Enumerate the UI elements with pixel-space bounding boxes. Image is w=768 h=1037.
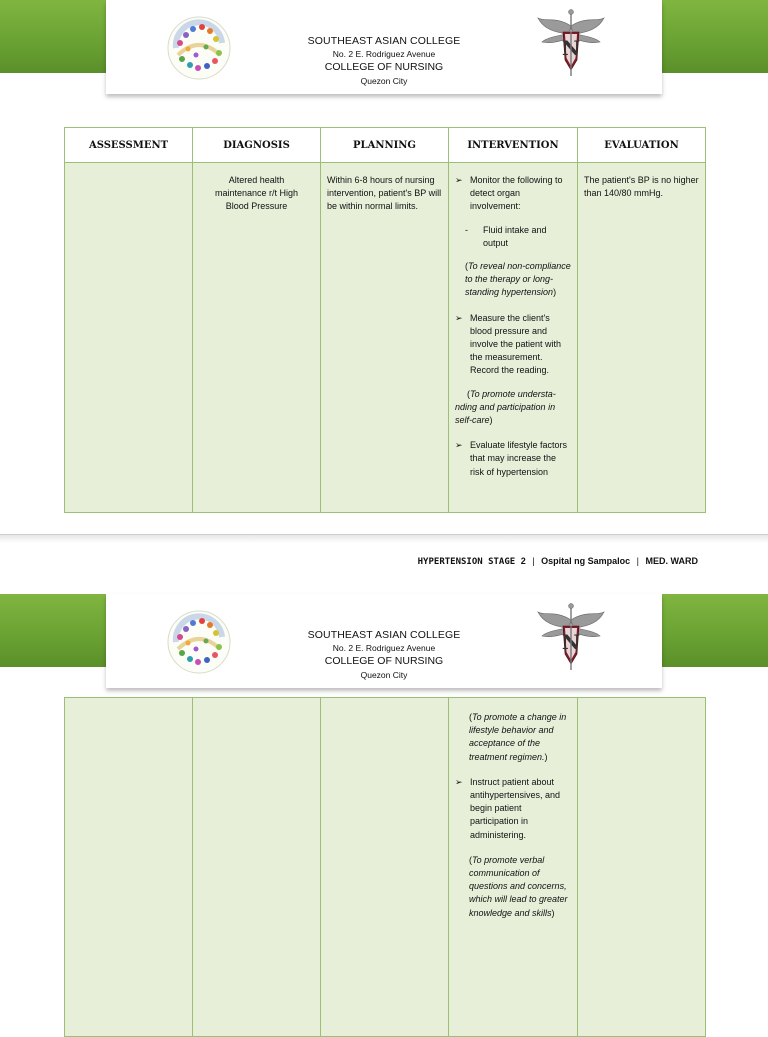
intervention-cell (449, 163, 578, 513)
green-band-right (662, 594, 768, 667)
planning-cell (321, 698, 449, 1037)
assessment-cell (65, 163, 193, 513)
col-planning: PLANNING (321, 128, 449, 163)
svg-text:N: N (561, 36, 581, 60)
planning-text: Within 6-8 hours of nursing intervention, patient's BP will be within normal limits. (327, 175, 442, 212)
intervention-rationale-1: (To reveal non-compliance to the therapy or long-standing hypertension) (465, 261, 571, 298)
table-row (65, 163, 706, 513)
diagnosis-text: Altered health maintenance r/t High Blood Pressure (214, 175, 299, 212)
school-name: SOUTHEAST ASIAN COLLEGE (307, 35, 461, 47)
footer-hospital: Ospital ng Sampaloc (541, 556, 631, 566)
footer-separator: | (636, 556, 639, 566)
green-band-left (0, 594, 106, 667)
school-city: Quezon City (360, 76, 408, 86)
school-address: No. 2 E. Rodriguez Avenue (332, 643, 436, 653)
evaluation-cell (578, 698, 706, 1037)
school-address: No. 2 E. Rodriguez Avenue (332, 49, 436, 59)
footer-separator: | (532, 556, 535, 566)
nursing-caduceus-icon (536, 8, 606, 80)
college-name: COLLEGE OF NURSING (324, 655, 444, 667)
diagnosis-cell (193, 163, 321, 513)
intervention-cell (449, 698, 578, 1037)
intervention-subitem: - Fluid intake and output (455, 224, 572, 250)
school-name: SOUTHEAST ASIAN COLLEGE (307, 629, 461, 641)
col-intervention: INTERVENTION (449, 128, 578, 163)
intervention-bullet-3: ➢ Evaluate lifestyle factors that may increase the risk of hypertension (455, 439, 572, 479)
col-diagnosis: DIAGNOSIS (193, 128, 321, 163)
footer-ward: MED. WARD (645, 556, 698, 566)
school-city: Quezon City (360, 670, 408, 680)
intervention-bullet-4: ➢ Instruct patient about antihypertensives, and begin patient participation in administering. (455, 776, 572, 842)
col-assessment: ASSESSMENT (65, 128, 193, 163)
nursing-care-plan-table (64, 127, 706, 513)
svg-text:N: N (561, 630, 581, 654)
evaluation-cell (578, 163, 706, 513)
intervention-rationale-4: (To promote verbal communication of questions and concerns, which will lead to greater knowledge and skills) (469, 854, 568, 918)
table-row (65, 698, 706, 1037)
letterhead (106, 0, 662, 94)
college-name: COLLEGE OF NURSING (324, 61, 444, 73)
page-break-shadow (0, 535, 768, 543)
green-band-left (0, 0, 106, 73)
diagnosis-cell (193, 698, 321, 1037)
intervention-rationale-3: (To promote a change in lifestyle behavior and acceptance of the treatment regimen.) (469, 712, 567, 762)
intervention-rationale-2: (To promote understa-nding and participation in self-care) (455, 388, 556, 426)
green-band-right (662, 0, 768, 73)
footer-topic: HYPERTENSION STAGE (417, 557, 516, 567)
letterhead (106, 594, 662, 688)
footer-page-number: 2 (520, 556, 526, 566)
intervention-bullet-2: ➢ Measure the client's blood pressure and involve the patient with the measurement. Record the reading. (455, 312, 572, 378)
page-footer (418, 556, 698, 567)
intervention-bullet-1: ➢ Monitor the following to detect organ involvement: (455, 174, 572, 214)
planning-cell (321, 163, 449, 513)
nursing-care-plan-table-continued (64, 697, 706, 1037)
assessment-cell (65, 698, 193, 1037)
table-header-row (65, 128, 706, 163)
evaluation-text: The patient's BP is no higher than 140/80 mmHg. (584, 175, 699, 199)
col-evaluation: EVALUATION (578, 128, 706, 163)
nursing-caduceus-icon (536, 602, 606, 674)
